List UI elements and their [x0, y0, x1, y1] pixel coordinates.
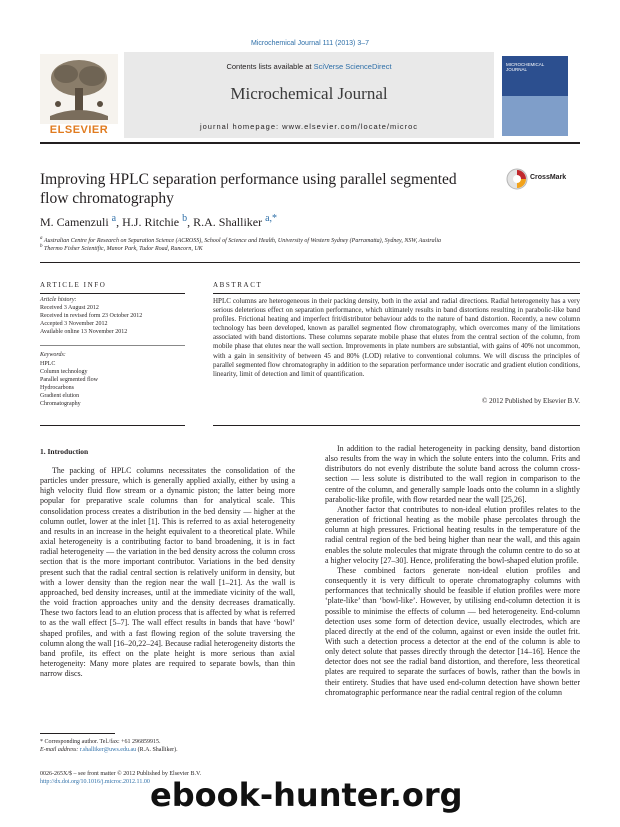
- article-info-heading: ARTICLE INFO: [40, 281, 107, 289]
- cover-band: [502, 96, 568, 136]
- abstract-heading: ABSTRACT: [213, 281, 263, 289]
- body-paragraph: In addition to the radial heterogeneity in packing density, band distortion also results from the way in which the solute enters into the column. Frits and distributors do not evenly distribute the solute band across the column cross-section — less solute is distributed to the wall region in comparison to the centre of the column, and generally sample loads onto the column in a slightly parabolic-like profile, with flow retarded near the wall [25,26].: [325, 444, 580, 504]
- body-right-column: [325, 444, 580, 698]
- affiliation: [40, 244, 203, 252]
- article-title: [40, 170, 460, 208]
- email-label: E-mail address:: [40, 747, 80, 753]
- contents-prefix: Contents lists available at: [226, 62, 314, 71]
- footnote-marker: *: [40, 739, 43, 745]
- article-info-bottom-rule: [40, 425, 185, 426]
- elsevier-wordmark: ELSEVIER: [49, 124, 109, 136]
- abstract-bottom-rule: [213, 425, 580, 426]
- affiliation-text: Australian Centre for Research on Separation Science (ACROSS), School of Science and Health, University of Western Sydney (Parramatta), Sydney, NSW, Australia: [42, 238, 441, 244]
- keywords-label: Keywords:: [40, 352, 66, 358]
- footnote-rule: [40, 733, 115, 734]
- author-list: [40, 213, 277, 230]
- affiliation-marker: b: [40, 244, 43, 249]
- abstract-text: HPLC columns are heterogeneous in their packing density, both in the axial and radial directions. Radial heterogeneity has a very serious deleterious effect on separation performance, which ultimately results in band distortions resulting in parabolic-like band profiles. Frictional heating and imperfect frit/distributor behaviour adds to the nature of band distortion. Recently, a new column technology has been developed, known as parallel segmented flow chromatography, which overcomes many of the limitations associated with band distortions. These columns separate mobile phase that elutes from the central section of the column, from mobile phase that elutes near the wall section. Improvements in plate numbers are substantial, with gains of 40% not uncommon, with a gain in sensitivity of between 45 and 80% (LOD) relative to conventional columns. We will discuss the principles of parallel segmented flow chromatography in addition to the separation performance under isocratic and gradient elution conditions, linearity, limit of detection and limit of quantification.: [213, 297, 580, 378]
- journal-header-box: [124, 52, 494, 138]
- footnote-line: [40, 738, 178, 746]
- journal-cover-icon: [502, 56, 568, 136]
- abstract-copyright: © 2012 Published by Elsevier B.V.: [482, 397, 580, 405]
- email-link[interactable]: r.shalliker@uws.edu.au: [79, 747, 137, 753]
- article-info-rule: [40, 293, 185, 294]
- author-affiliation-marker[interactable]: a: [111, 213, 117, 224]
- body-paragraph: The packing of HPLC columns necessitates the consolidation of the particles under pressure, which is generally applied axially, either by using a high velocity fluid flow stream or a dynamic piston; the latter being more popular for preparative scale columns than for analytical scale. This consolidation process creates a distribution in the bed density — higher at the column outlet, lower at the inlet [1]. This is referred to as axial heterogeneity and results in an increase in the height equivalent to a theoretical plate. While axial heterogeneity is a contributing factor to band broadening, it is in fact radial heterogeneity — the variation in the bed density across the column cross section that is the more important contributor. Variations in the bed density present such that the radial central section is relatively uniform in density, but with a lower density than the region near the wall [1–21]. As the wall is approached, bed density increases, until at the immediate vicinity of the wall, the void fraction approaches unity and the density decreases dramatically. These two factors lead to an elution process that is affected by what is referred to as the wall effect [5–7]. The wall effect results in bands that have ‘bowl’ shaped profiles, and with a fast flowing region of the solute traversing the column along the wall [16–20,22–24]. Because radial heterogeneity distorts the band profile, its effect on the plate height is more serious than axial heterogeneity: Many more plates are required to separate bowls, than thin narrow discs.: [40, 466, 295, 679]
- keyword-item: Column technology: [40, 369, 88, 375]
- doi-link[interactable]: http://dx.doi.org/10.1016/j.microc.2012.11.00: [40, 779, 150, 785]
- article-title-line-2: flow chromatography: [40, 190, 174, 207]
- affiliation: [40, 236, 441, 244]
- body-paragraph: These combined factors generate non-ideal elution profiles and consequently it is very difficult to operate chromatography columns with performances that technically should be feasible if elution profiles were more ‘plate-like’ than ‘bowl-like’. However, by utilising end-column detection it is possible to minimise the effects of column — bed heterogeneity. End-column detection uses some form of detection device, usually electrodes, which are placed directly at the end of the column, against or even inside the outlet frit. With such a detection process a detector at the end of the column is able to only detect solute that passes directly through the detector [14–16]. Hence the detector does not see the radial band distortion, and therefore, less theoretical plates are required to separate the surfaces of bowls, rather than the bowls in their entirety. Studies that have used end-column detection have shown better chromatographic performance near the radial central region of the column: [325, 565, 580, 697]
- body-left-column: [40, 466, 295, 679]
- corresponding-author-footnote: [40, 738, 178, 754]
- author-name: R.A. Shalliker: [193, 215, 266, 229]
- homepage-line: [124, 122, 494, 131]
- history-item: Accepted 3 November 2012: [40, 321, 108, 327]
- cover-title: MICROCHEMICAL JOURNAL: [506, 62, 545, 73]
- author-name: M. Camenzuli: [40, 215, 112, 229]
- front-matter-line: 0026-265X/$ – see front matter © 2012 Published by Elsevier B.V.: [40, 771, 202, 777]
- footnote-email-line: [40, 746, 178, 754]
- history-label: Article history:: [40, 297, 77, 303]
- homepage-prefix: journal homepage:: [199, 122, 283, 131]
- journal-title: Microchemical Journal: [230, 84, 388, 103]
- watermark-text: ebook-hunter.org: [150, 776, 463, 814]
- author-separator: ,: [116, 215, 123, 229]
- author-name: H.J. Ritchie: [122, 215, 183, 229]
- homepage-url[interactable]: www.elsevier.com/locate/microc: [282, 122, 419, 131]
- keyword-item: HPLC: [40, 361, 56, 367]
- article-title-line-1: Improving HPLC separation performance using parallel segmented: [40, 171, 457, 188]
- footnote-contact: Corresponding author. Tel./fax: +61 296859915.: [43, 739, 161, 745]
- header-rule: [40, 142, 580, 144]
- author-affiliation-marker[interactable]: a,*: [265, 213, 278, 224]
- email-suffix: (R.A. Shalliker).: [136, 747, 178, 753]
- affiliation-text: Thermo Fisher Scientific, Manor Park, Tudor Road, Runcorn, UK: [42, 246, 203, 252]
- crossmark-label[interactable]: CrossMark: [530, 174, 567, 181]
- body-paragraph: Another factor that contributes to non-ideal elution profiles relates to the generation of frictional heating as the mobile phase percolates through the column at high pressures. Frictional heating results in the temperature of the radial central region of the bed being higher than near the wall, and this again enables the solute molecules that migrate through the column centre to do so at a higher velocity [27–30]. Hence, proliferating the bowl-shaped elution profile.: [325, 504, 580, 565]
- author-affiliation-marker[interactable]: b: [182, 213, 188, 224]
- author-separator: ,: [187, 215, 194, 229]
- elsevier-tree-logo-icon: [40, 54, 118, 134]
- affiliation-marker: a: [40, 236, 43, 241]
- abstract-rule: [213, 293, 580, 294]
- keyword-item: Parallel segmented flow: [40, 377, 98, 383]
- history-item: Received 3 August 2012: [40, 305, 99, 311]
- keyword-item: Gradient elution: [40, 393, 80, 399]
- journal-citation[interactable]: Microchemical Journal 111 (2013) 3–7: [250, 40, 370, 47]
- sciencedirect-link[interactable]: SciVerse ScienceDirect: [313, 62, 392, 71]
- title-block-rule: [40, 262, 580, 263]
- history-item: Received in revised form 23 October 2012: [40, 313, 143, 319]
- section-heading-introduction: 1. Introduction: [40, 447, 89, 456]
- contents-line: [124, 62, 494, 71]
- keyword-item: Chromatography: [40, 401, 81, 407]
- keyword-item: Hydrocarbons: [40, 385, 74, 391]
- article-info-divider: [40, 345, 185, 346]
- history-item: Available online 13 November 2012: [40, 329, 128, 335]
